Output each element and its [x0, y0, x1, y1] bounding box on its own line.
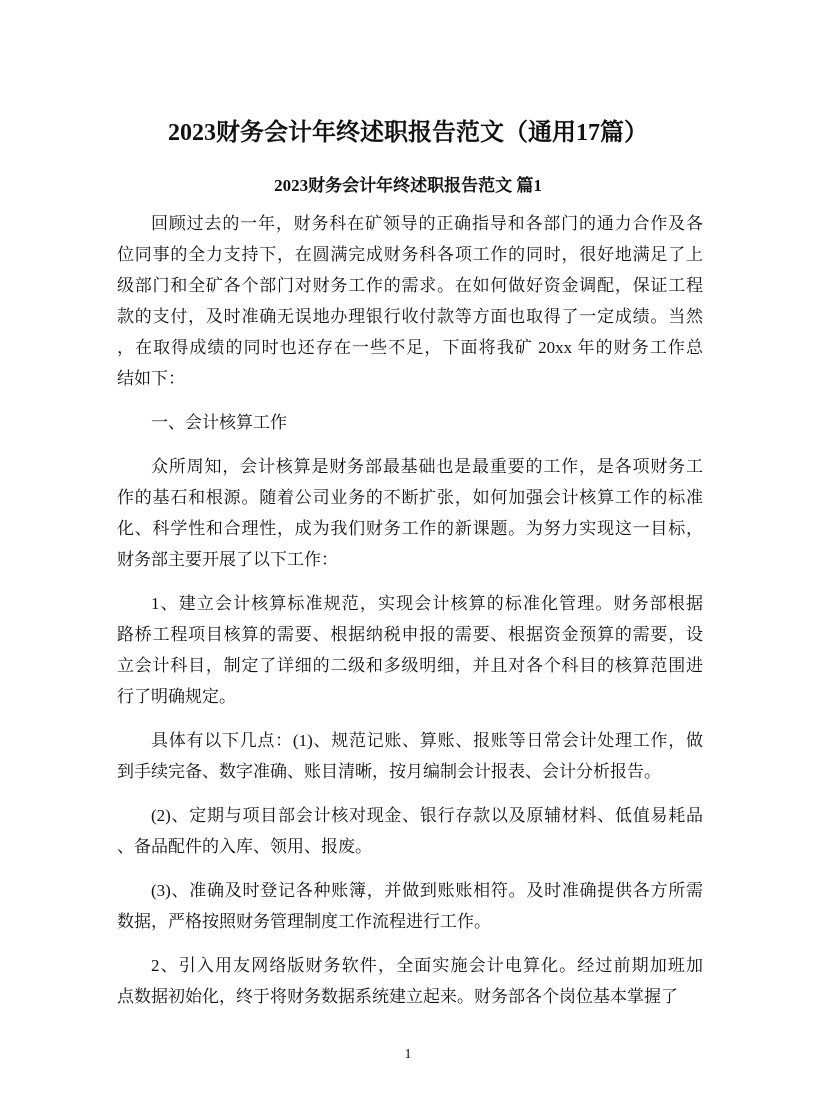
paragraph-line: 化、科学性和合理性，成为我们财务工作的新课题。为努力实现这一目标， [117, 519, 703, 538]
paragraph-line: 、备品配件的入库、领用、报废。 [117, 837, 372, 856]
section-heading: 2023财务会计年终述职报告范文 篇1 [274, 176, 542, 195]
paragraph-line: 结如下： [117, 369, 185, 388]
paragraph-line: 款的支付，及时准确无误地办理银行收付款等方面也取得了一定成绩。当然 [117, 307, 703, 326]
page-number: 1 [404, 1047, 412, 1062]
spacer [0, 1025, 816, 1045]
paragraph-line: 位同事的全力支持下，在圆满完成财务科各项工作的同时，很好地满足了上 [117, 245, 703, 264]
paragraph [117, 588, 703, 712]
paragraph-line: ，在取得成绩的同时也还存在一些不足，下面将我矿 20xx 年的财务工作总 [117, 338, 703, 357]
paragraph-line: 到手续完备、数字准确、账目清晰，按月编制会计报表、会计分析报告。 [117, 762, 661, 781]
paragraph-line: 行了明确规定。 [117, 687, 236, 706]
document-body [117, 208, 703, 1025]
paragraph-line: 一、会计核算工作 [151, 413, 287, 432]
paragraph-line: 2、引入用友网络版财务软件，全面实施会计电算化。经过前期加班加 [151, 956, 703, 975]
paragraph-line: 1、建立会计核算标准规范，实现会计核算的标准化管理。财务部根据 [151, 594, 703, 613]
paragraph [117, 875, 703, 937]
paragraph-line: 点数据初始化，终于将财务数据系统建立起来。财务部各个岗位基本掌握了 [117, 987, 678, 1006]
paragraph-line: 众所周知，会计核算是财务部最基础也是最重要的工作，是各项财务工 [151, 457, 703, 476]
paragraph-line: 具体有以下几点：(1)、规范记账、算账、报账等日常会计处理工作，做 [151, 731, 703, 750]
paragraph-line: (2)、定期与项目部会计核对现金、银行存款以及原辅材料、低值易耗品 [151, 806, 703, 825]
paragraph-line: (3)、准确及时登记各种账簿，并做到账账相符。及时准确提供各方所需 [151, 881, 703, 900]
paragraph-line: 路桥工程项目核算的需要、根据纳税申报的需要、根据资金预算的需要，设 [117, 625, 703, 644]
paragraph-line: 数据，严格按照财务管理制度工作流程进行工作。 [117, 912, 491, 931]
paragraph-line: 级部门和全矿各个部门对财务工作的需求。在如何做好资金调配，保证工程 [117, 276, 703, 295]
paragraph-line: 作的基石和根源。随着公司业务的不断扩张，如何加强会计核算工作的标准 [117, 488, 703, 507]
paragraph [117, 451, 703, 575]
paragraph-line: 回顾过去的一年，财务科在矿领导的正确指导和各部门的通力合作及各 [151, 214, 703, 233]
paragraph [117, 407, 703, 438]
paragraph-line: 财务部主要开展了以下工作： [117, 550, 338, 569]
paragraph [117, 800, 703, 862]
paragraph [117, 950, 703, 1012]
paragraph [117, 725, 703, 787]
paragraph [117, 208, 703, 394]
document-title: 2023财务会计年终述职报告范文（通用17篇） [168, 120, 648, 146]
paragraph-line: 立会计科目，制定了详细的二级和多级明细，并且对各个科目的核算范围进 [117, 656, 703, 675]
